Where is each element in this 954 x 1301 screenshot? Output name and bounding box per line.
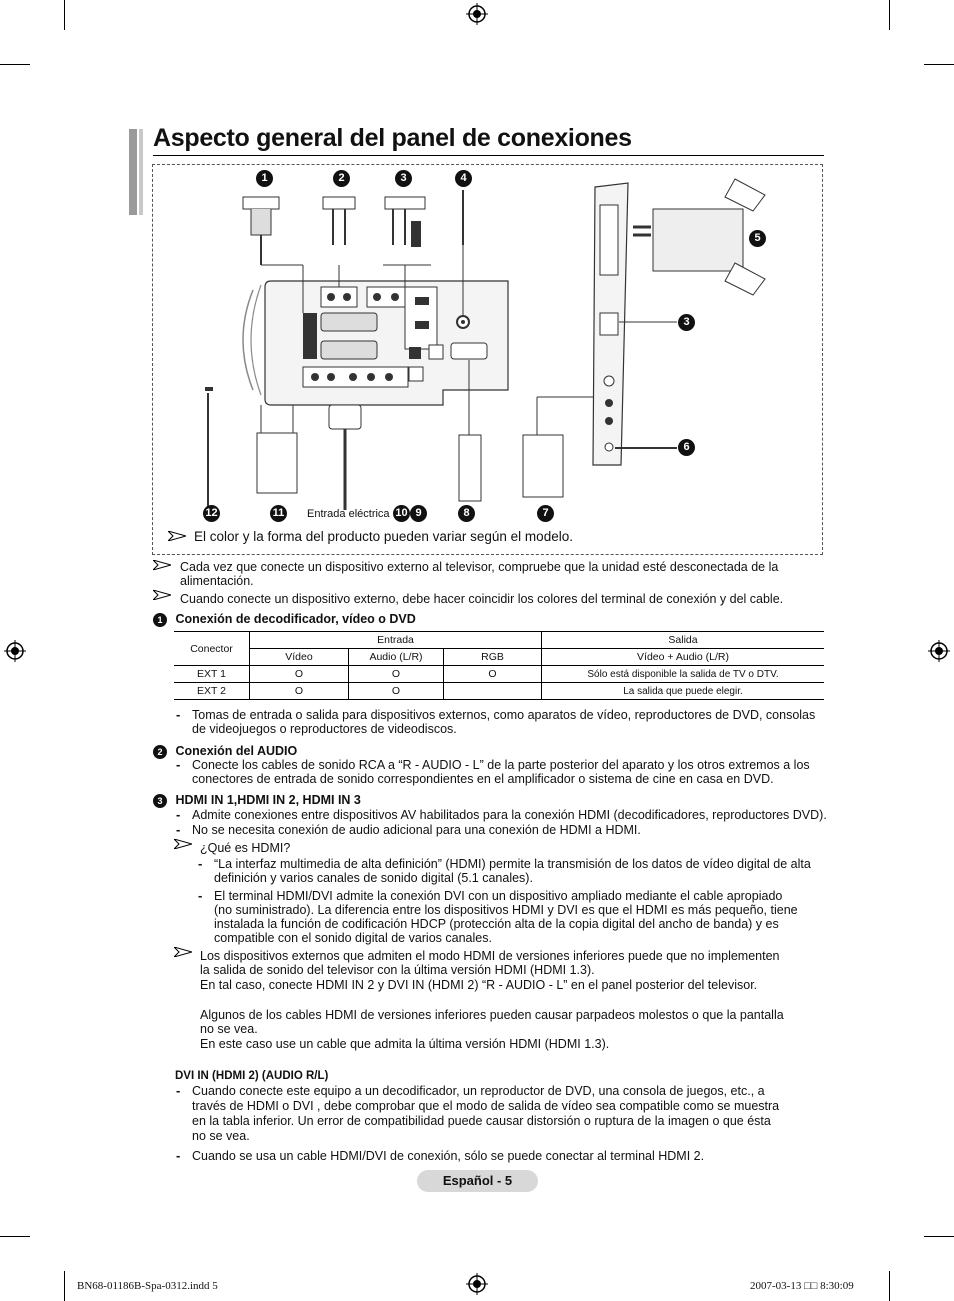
diagram-note: El color y la forma del producto pueden variar según el modelo. [194,529,573,544]
crop-mark [924,1236,954,1237]
section-title: Conexión de decodificador, vídeo o DVD [175,612,416,626]
table-cell: O [349,666,444,683]
table-cell: EXT 1 [174,666,250,683]
bullet-text: Admite conexiones entre dispositivos AV habilitados para la conexión HDMI (decodificadores, reproductores DVD). [192,808,827,822]
page-number: Español - 5 [417,1170,538,1192]
bullet-text: “La interfaz multimedia de alta definición” (HDMI) permite la transmisión de los datos de vídeo digital de alta [214,857,811,871]
callout-1: 1 [256,170,273,187]
table-cell: EXT 2 [174,683,250,700]
section-number: 2 [153,745,167,759]
crop-mark [0,1236,30,1237]
callout-4: 4 [455,170,472,187]
callout-12: 12 [203,505,220,522]
table-cell: O [250,666,349,683]
table-cell: La salida que puede elegir. [542,683,825,700]
callout-5: 5 [749,230,766,247]
note-text: Cada vez que conecte un dispositivo externo al televisor, compruebe que la unidad esté desconectada de la [180,560,779,574]
callout-3-side: 3 [678,314,695,331]
bullet-text: compatible con el sonido digital de varios canales. [214,931,492,945]
registration-mark-icon [466,1273,488,1295]
callout-11: 11 [270,505,287,522]
table-header: Salida [542,632,825,649]
note-text: no se vea. [200,1022,258,1036]
callout-6: 6 [678,439,695,456]
note-text: la salida de sonido del televisor con la última versión HDMI (HDMI 1.3). [200,963,595,977]
crop-mark [889,1271,890,1301]
bullet-text: Conecte los cables de sonido RCA a “R - AUDIO - L” de la parte posterior del aparato y los otros extremos a los [192,758,810,772]
date-slug: 2007-03-13 □□ 8:30:09 [750,1280,854,1292]
bullet-text: El terminal HDMI/DVI admite la conexión DVI con un dispositivo ampliado mediante el cable apropiado [214,889,783,903]
table-cell: O [250,683,349,700]
callout-10: 10 [393,505,410,522]
connector-table [174,631,824,700]
bullet-text: Cuando se usa un cable HDMI/DVI de conexión, sólo se puede conectar al terminal HDMI 2. [192,1149,705,1163]
table-cell [444,683,542,700]
section-number: 1 [153,613,167,627]
crop-mark [924,64,954,65]
table-cell: Sólo está disponible la salida de TV o DTV. [542,666,825,683]
bullet-dash: - [176,1148,181,1163]
bullet-text: Cuando conecte este equipo a un decodificador, un reproductor de DVD, una consola de juegos, etc., a [192,1084,765,1098]
table-header: Audio (L/R) [349,649,444,666]
table-header: Vídeo + Audio (L/R) [542,649,825,666]
title-rule [153,155,824,156]
table-header: Vídeo [250,649,349,666]
section-1-heading [153,610,416,628]
note-text: En este caso use un cable que admita la última versión HDMI (HDMI 1.3). [200,1037,610,1051]
bullet-text: través de HDMI o DVI , debe comprobar que el modo de salida de vídeo sea compatible como se muestra [192,1099,780,1113]
section-title: HDMI IN 1,HDMI IN 2, HDMI IN 3 [175,793,361,807]
bullet-dash: - [198,888,203,903]
registration-mark-icon [466,3,488,25]
page-title: Aspecto general del panel de conexiones [153,124,632,152]
note-text: Los dispositivos externos que admiten el modo HDMI de versiones inferiores puede que no implementen [200,949,780,963]
note-text: alimentación. [180,574,254,588]
note-arrow-icon [153,590,171,600]
dvi-heading: DVI IN (HDMI 2) (AUDIO R/L) [175,1070,329,1082]
note-text: Algunos de los cables HDMI de versiones inferiores pueden causar parpadeos molestos o que la pantalla [200,1008,784,1022]
callout-8: 8 [458,505,475,522]
section-title: Conexión del AUDIO [175,744,298,758]
bullet-text: No se necesita conexión de audio adicional para una conexión de HDMI a HDMI. [192,823,641,837]
bullet-dash: - [176,1083,181,1098]
section-3-heading [153,791,361,809]
table-cell: O [349,683,444,700]
file-slug: BN68-01186B-Spa-0312.indd 5 [77,1280,218,1292]
registration-mark-icon [928,640,950,662]
table-row [174,683,824,700]
bullet-dash: - [198,856,203,871]
bullet-text: de videojuegos o reproductores de videodiscos. [192,722,457,736]
bullet-text: definición y varios canales de sonido digital (5.1 canales). [214,871,533,885]
callout-7: 7 [537,505,554,522]
note-arrow-icon [174,839,192,849]
crop-mark [0,64,30,65]
power-input-label: Entrada eléctrica [307,508,390,520]
connection-panel-illustration [153,165,822,525]
callout-9: 9 [410,505,427,522]
bullet-text: conectores de entrada de sonido correspondientes en el amplificador o sistema de cine en casa en DVD. [192,772,774,786]
bullet-text: en la tabla inferior. Un error de compatibilidad puede causar distorsión o ruptura de la imagen o que ésta [192,1114,771,1128]
bullet-dash: - [176,822,181,837]
bullet-text: instalada la función de codificación HDCP (protección alta de la copia digital del ancho de banda) y es [214,917,779,931]
note-text: En tal caso, conecte HDMI IN 2 y DVI IN (HDMI 2) “R - AUDIO - L” en el panel posterior del televisor. [200,978,758,992]
note-arrow-icon [153,560,171,570]
crop-mark [889,0,890,30]
callout-2: 2 [333,170,350,187]
bullet-text: no se vea. [192,1129,250,1143]
section-number: 3 [153,794,167,808]
callout-3: 3 [395,170,412,187]
table-header: RGB [444,649,542,666]
crop-mark [64,0,65,30]
bullet-dash: - [176,707,181,722]
note-text: Cuando conecte un dispositivo externo, debe hacer coincidir los colores del terminal de conexión y del cable. [180,592,784,606]
bullet-text: (no suministrado). La diferencia entre los dispositivos HDMI y DVI es que el HDMI es más pequeño, tiene [214,903,798,917]
title-side-bar [129,129,137,215]
crop-mark [64,1271,65,1301]
table-row [174,666,824,683]
title-side-bar [139,129,143,215]
bullet-text: Tomas de entrada o salida para dispositivos externos, como aparatos de vídeo, reproductores de DVD, consolas [192,708,816,722]
table-header: Entrada [250,632,542,649]
bullet-dash: - [176,757,181,772]
note-arrow-icon [174,947,192,957]
note-arrow-icon [168,531,186,541]
hdmi-question: ¿Qué es HDMI? [200,841,291,855]
table-header: Conector [174,632,250,666]
table-cell: O [444,666,542,683]
bullet-dash: - [176,807,181,822]
registration-mark-icon [4,640,26,662]
